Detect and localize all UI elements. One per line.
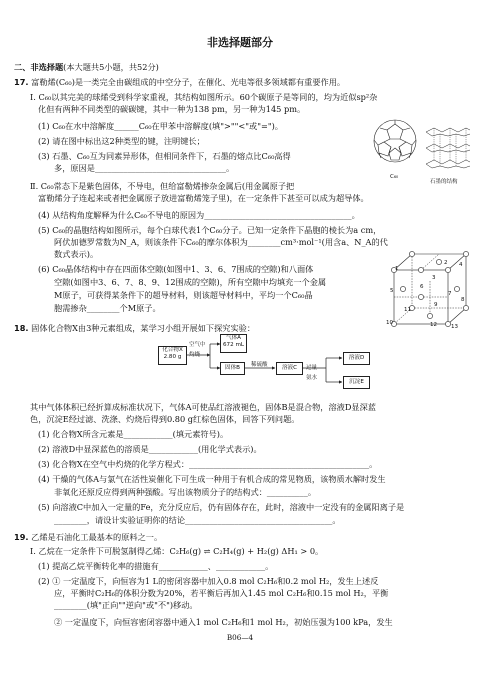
q17-part2-line1: Ⅱ. C₆₀常态下是紫色固体，不导电，但给富勒烯掺杂金属后(用金属原子把 [30,181,295,191]
q17-number: 17. [14,77,29,87]
q18-sub1: (1) 化合物X所含元素是____________(填元素符号)。 [38,429,229,439]
q17-sub3-line2: 多，原因是________________________________。 [54,163,235,173]
q17-sub6-line2: 空隙(如图中3、6、7、8、9、12围成的空隙)，所有空隙中均填充一个金属 [54,277,327,287]
cell-label-1: 1 [395,266,399,272]
q19-sub2-line1: (2) ① 一定温度下，向恒容为1 L的密闭容器中加入0.8 mol C₂H₆和0.2 mol H₂，发生上述反 [38,576,379,586]
cell-label-11: 11 [404,307,411,313]
q18-sub3: (3) 化合物X在空气中灼烧的化学方程式：____________________________________________。 [38,459,378,469]
flow-gas-a: 气体A 672 mL [220,334,247,353]
flow-precipitate-e: 沉淀E [343,376,370,389]
cell-label-12: 12 [430,322,437,328]
q19-part1: Ⅰ. 乙烷在一定条件下可脱氢制得乙烯：C₂H₆(g) ⇌ C₂H₄(g) + H₂(g) ΔH₁ > 0。 [30,546,324,556]
cell-label-3: 3 [432,275,436,281]
q17-sub2: (2) 请在图中标出这2种类型的键，注明键长； [38,136,205,146]
flow-dilute-acid-label: 稀硫酸 [251,362,268,368]
q17-sub6-line1: (6) C₆₀晶体结构中存在四面体空隙(如图中1、3、6、7围成的空隙)和八面体 [38,264,314,274]
q17-sub6-line4: 胞需掺杂________个M原子。 [54,303,161,313]
cell-label-9: 9 [434,302,438,308]
cell-label-10: 10 [386,320,393,326]
q17-sub5-line3: 数式表示)。 [54,249,99,259]
flow-solution-c: 溶液C [276,362,303,375]
page-footer: B06—4 [226,633,254,642]
q19-number: 19. [14,532,29,542]
q17-part1-line1: Ⅰ. C₆₀以其完美的球烯受到科学家重视，其结构如图所示。60个碳原子是等同的，均为近似sp²杂 [30,92,378,102]
cell-label-13: 13 [451,324,458,330]
flow-arrow2-label: 过量 氨水 [306,365,318,381]
q17-sub5-line1: (5) C₆₀的晶胞结构如图所示，每个白球代表1个C₆₀分子。已知一定条件下晶胞的棱长为a cm， [38,225,382,235]
q17-sub3-line1: (3) 石墨、C₆₀互为同素异形体，但相同条件下，石墨的熔点比C₆₀高得 [38,151,291,161]
q19-sub2-line3: ________(填"正向""逆向"或"不")移动。 [54,600,198,610]
q18-sub4-line1: (4) 干燥的气体A与氯气在活性炭催化下可生成一种用于有机合成的常见物质，该物质水解时发生 [38,474,386,484]
section-heading: 二、非选择题(本大题共5小题，共52分) [14,62,159,72]
q17-sub6-line3: M原子，可获得某条件下的超导材料，则该超导材料中，平均一个C₆₀晶 [54,290,313,300]
cell-label-4: 4 [459,262,463,268]
q17-sub1: (1) C₆₀在水中溶解度______C₆₀在甲苯中溶解度(填">""<"或"=")。 [38,121,283,131]
page-title: 非选择题部分 [207,36,273,49]
q19-sub2-line4: ② 一定温度下，向恒容密闭容器中通入1 mol C₂H₆和1 mol H₂，初始压强为100 kPa，发生 [54,617,393,627]
cell-label-8: 8 [461,297,465,303]
cell-label-2: 2 [444,260,448,266]
q17-intro: 17. 富勒烯(C₆₀)是一类完全由碳组成的中空分子，在催化、光电等很多领域都有重要作用。 [14,77,346,87]
q19-sub2-line2: 应，平衡时C₂H₆的体积分数为20%，若平衡后再加入1.45 mol C₂H₆和0.15 mol H₂，平衡 [54,588,389,598]
graphite-label: 石墨的结构 [430,179,458,185]
flow-solid-b: 固体B [220,362,245,375]
q17-sub5-line2: 阿伏加德罗常数为N_A，则该条件下C₆₀的摩尔体积为________cm³·mol⁻¹(用含a、N_A的代 [54,237,388,247]
cell-label-7: 7 [448,291,452,297]
cell-label-5: 5 [390,288,394,294]
flow-solution-d: 溶液D [343,352,370,365]
flow-compound-x: 化合物X 2.80 g [158,346,187,365]
q19-intro: 19. 乙烯是石油化工最基本的原料之一。 [14,532,163,542]
q17-sub4: (4) 从结构角度解释为什么C₆₀不导电的原因为____________________________________。 [38,210,360,220]
flow-arrow1-label: 空气中 灼烧 [189,342,206,358]
q18-number: 18. [14,323,29,333]
q18-intro: 18. 固体化合物X由3种元素组成，某学习小组开展如下探究实验： [14,323,256,333]
q18-sub5-line2: ________，请设计实验证明你的结论____________________________________。 [54,515,341,525]
q18-sub5-line1: (5) 向溶液C中加入一定量的Fe，充分反应后，仍有固体存在，此时，溶液中一定没有的金属阳离子是 [38,502,405,512]
q18-sub2: (2) 溶液D中显深蓝色的溶质是____________(用化学式表示)。 [38,444,262,454]
q18-sub4-line2: 非氧化还原反应得到两种强酸。写出该物质分子的结构式：__________。 [54,487,317,497]
q17-part1-line2: 化但有两种不同类型的碳碳键，其中一种为138 pm，另一种为145 pm。 [38,104,306,114]
q17-part2-line2: 富勒烯分子连起来或者把金属原子放进富勒烯笼子里)，在一定条件下甚至可以成为超导体。 [38,193,369,203]
cell-label-6: 6 [420,284,424,290]
q19-sub1: (1) 提高乙烷平衡转化率的措施有____________、____________。 [38,561,274,571]
c60-label: C₆₀ [390,174,399,180]
q18-text-line1: 其中气体体积已经折算成标准状况下，气体A可使品红溶液褪色，固体B是混合物，溶液D显深蓝 [30,402,376,412]
q18-text-line2: 色，沉淀E经过滤、洗涤、灼烧后得到0.80 g红棕色固体，回答下列问题。 [30,414,300,424]
